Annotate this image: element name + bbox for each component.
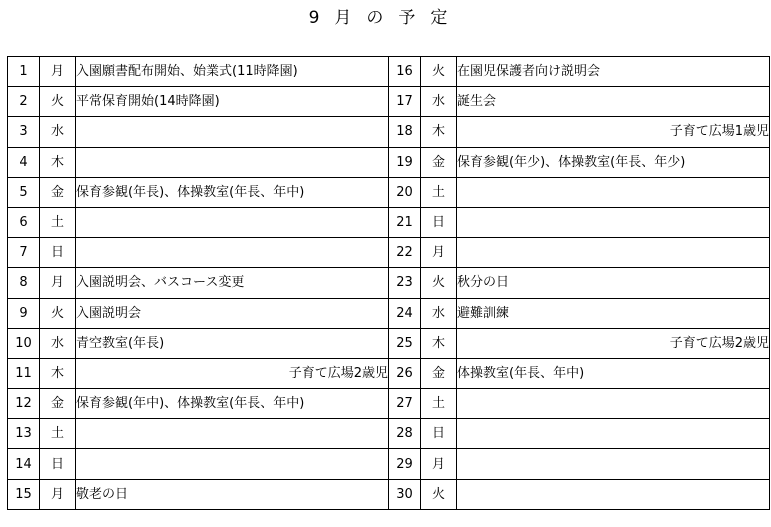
event-text — [76, 238, 389, 268]
day-number: 6 — [8, 207, 40, 237]
day-number: 7 — [8, 238, 40, 268]
weekday: 木 — [421, 328, 457, 358]
day-number: 18 — [389, 117, 421, 147]
weekday: 土 — [421, 389, 457, 419]
weekday: 木 — [421, 117, 457, 147]
day-number: 2 — [8, 87, 40, 117]
event-text: 入園願書配布開始、始業式(11時降園) — [76, 57, 389, 87]
event-text — [76, 117, 389, 147]
event-text: 体操教室(年長、年中) — [457, 358, 770, 388]
day-number: 23 — [389, 268, 421, 298]
day-number: 29 — [389, 449, 421, 479]
day-number: 20 — [389, 177, 421, 207]
event-text: 避難訓練 — [457, 298, 770, 328]
weekday: 金 — [421, 358, 457, 388]
weekday: 日 — [40, 449, 76, 479]
event-text — [457, 419, 770, 449]
day-number: 30 — [389, 479, 421, 509]
day-number: 25 — [389, 328, 421, 358]
event-text — [76, 147, 389, 177]
event-text — [457, 449, 770, 479]
schedule-body — [8, 57, 770, 510]
schedule-row — [8, 117, 770, 147]
weekday: 月 — [40, 479, 76, 509]
day-number: 10 — [8, 328, 40, 358]
day-number: 1 — [8, 57, 40, 87]
weekday: 水 — [40, 117, 76, 147]
day-number: 19 — [389, 147, 421, 177]
event-text: 在園児保護者向け説明会 — [457, 57, 770, 87]
weekday: 月 — [40, 268, 76, 298]
day-number: 4 — [8, 147, 40, 177]
schedule-row — [8, 298, 770, 328]
event-text: 保育参観(年少)、体操教室(年長、年少) — [457, 147, 770, 177]
event-text — [457, 238, 770, 268]
event-text: 青空教室(年長) — [76, 328, 389, 358]
day-number: 28 — [389, 419, 421, 449]
weekday: 水 — [40, 328, 76, 358]
schedule-table — [7, 56, 770, 510]
day-number: 17 — [389, 87, 421, 117]
schedule-row — [8, 207, 770, 237]
event-text — [76, 419, 389, 449]
day-number: 11 — [8, 358, 40, 388]
event-text — [457, 207, 770, 237]
schedule-row — [8, 268, 770, 298]
weekday: 火 — [40, 87, 76, 117]
weekday: 水 — [421, 87, 457, 117]
event-text — [76, 207, 389, 237]
event-text: 保育参観(年長)、体操教室(年長、年中) — [76, 177, 389, 207]
day-number: 13 — [8, 419, 40, 449]
weekday: 土 — [40, 207, 76, 237]
schedule-row — [8, 238, 770, 268]
weekday: 火 — [421, 57, 457, 87]
event-text: 入園説明会、バスコース変更 — [76, 268, 389, 298]
schedule-row — [8, 358, 770, 388]
event-text: 入園説明会 — [76, 298, 389, 328]
event-text: 子育て広場1歳児 — [457, 117, 770, 147]
weekday: 月 — [40, 57, 76, 87]
day-number: 26 — [389, 358, 421, 388]
day-number: 15 — [8, 479, 40, 509]
weekday: 土 — [421, 177, 457, 207]
weekday: 水 — [421, 298, 457, 328]
event-text — [457, 479, 770, 509]
schedule-row — [8, 177, 770, 207]
weekday: 金 — [421, 147, 457, 177]
schedule-row — [8, 328, 770, 358]
weekday: 火 — [421, 479, 457, 509]
day-number: 5 — [8, 177, 40, 207]
weekday: 火 — [421, 268, 457, 298]
weekday: 木 — [40, 147, 76, 177]
day-number: 12 — [8, 389, 40, 419]
event-text: 敬老の日 — [76, 479, 389, 509]
schedule-row — [8, 389, 770, 419]
event-text — [457, 389, 770, 419]
schedule-row — [8, 87, 770, 117]
weekday: 火 — [40, 298, 76, 328]
weekday: 木 — [40, 358, 76, 388]
event-text: 保育参観(年中)、体操教室(年長、年中) — [76, 389, 389, 419]
event-text: 子育て広場2歳児 — [457, 328, 770, 358]
day-number: 3 — [8, 117, 40, 147]
schedule-row — [8, 479, 770, 509]
day-number: 8 — [8, 268, 40, 298]
schedule-row — [8, 57, 770, 87]
weekday: 金 — [40, 177, 76, 207]
weekday: 日 — [421, 419, 457, 449]
event-text — [457, 177, 770, 207]
schedule-row — [8, 449, 770, 479]
weekday: 月 — [421, 449, 457, 479]
day-number: 14 — [8, 449, 40, 479]
weekday: 日 — [421, 207, 457, 237]
day-number: 24 — [389, 298, 421, 328]
weekday: 土 — [40, 419, 76, 449]
weekday: 月 — [421, 238, 457, 268]
event-text: 誕生会 — [457, 87, 770, 117]
event-text: 平常保育開始(14時降園) — [76, 87, 389, 117]
day-number: 21 — [389, 207, 421, 237]
event-text — [76, 449, 389, 479]
schedule-row — [8, 147, 770, 177]
day-number: 9 — [8, 298, 40, 328]
day-number: 22 — [389, 238, 421, 268]
event-text: 秋分の日 — [457, 268, 770, 298]
day-number: 27 — [389, 389, 421, 419]
schedule-row — [8, 419, 770, 449]
day-number: 16 — [389, 57, 421, 87]
event-text: 子育て広場2歳児 — [76, 358, 389, 388]
page-title: 9月の予定 — [308, 8, 463, 28]
weekday: 日 — [40, 238, 76, 268]
weekday: 金 — [40, 389, 76, 419]
